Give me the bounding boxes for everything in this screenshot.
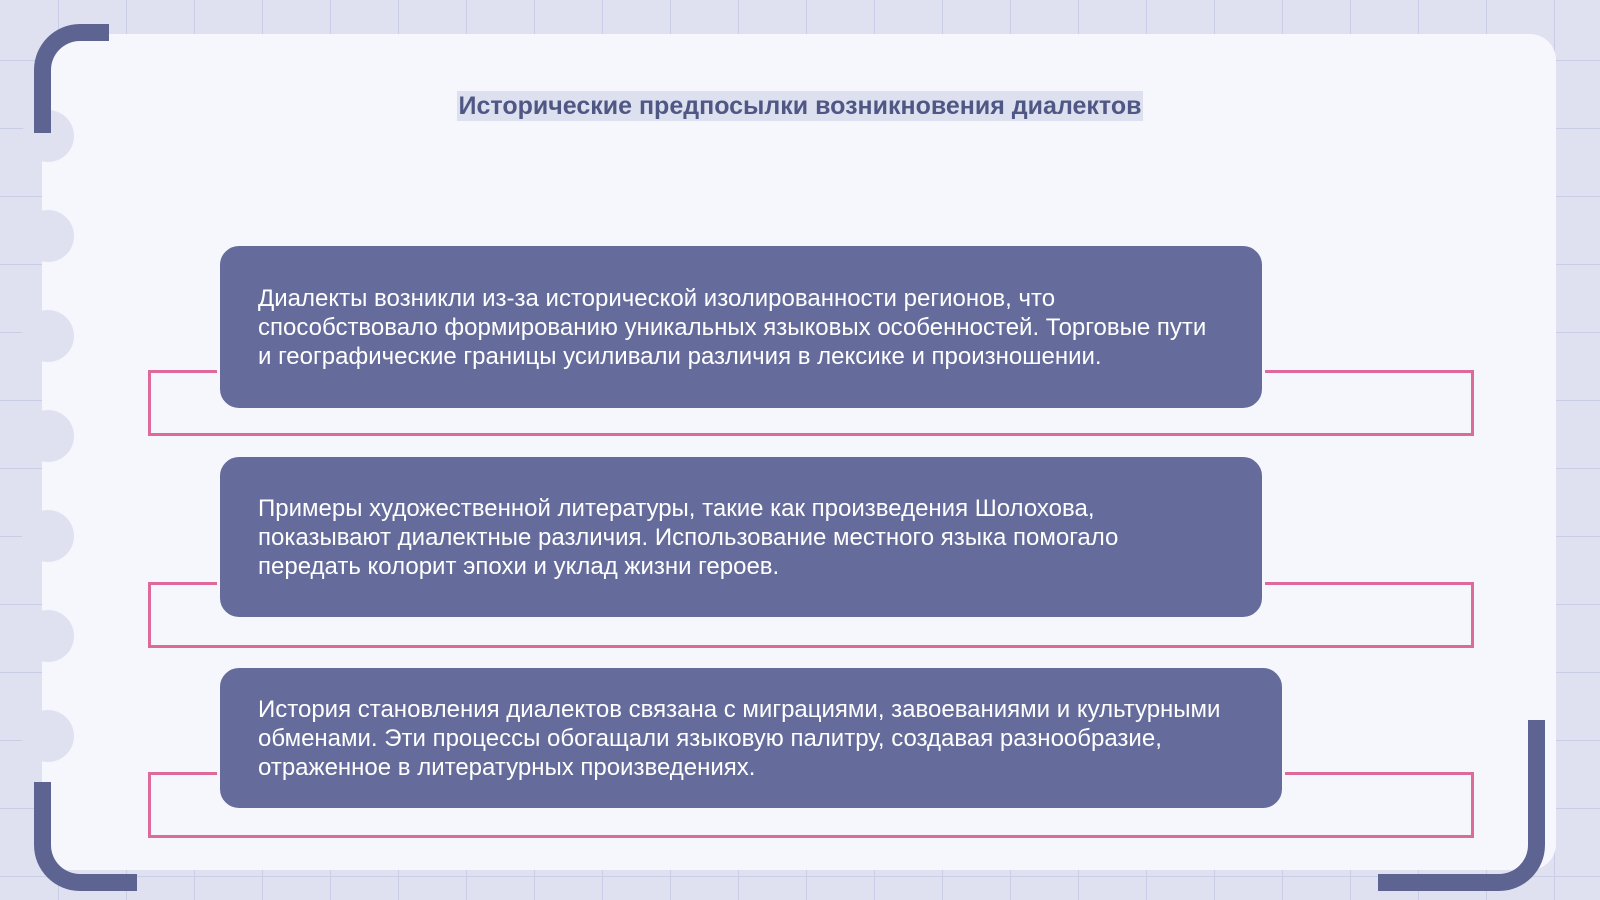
slide-title — [0, 92, 1600, 121]
text-card-3 — [217, 665, 1285, 811]
text-card-3-body: История становления диалектов связана с миграциями, завоеваниями и культурными обменами. Эти процессы обогащали языковую палитру, создавая разнообразие, отраженное в литературных произведениях. — [258, 695, 1221, 781]
corner-bracket-bottom-left — [34, 782, 137, 891]
sheet-edge-notch — [22, 610, 74, 662]
text-card-2-body: Примеры художественной литературы, такие как произведения Шолохова, показывают диалектные различия. Использование местного языка помогало передать колорит эпохи и уклад жизни героев. — [258, 494, 1119, 580]
slide-title-text: Исторические предпосылки возникновения диалектов — [458, 92, 1142, 120]
text-card-2 — [217, 454, 1265, 620]
sheet-edge-notch — [22, 310, 74, 362]
sheet-edge-notch — [22, 410, 74, 462]
sheet-edge-notch — [22, 510, 74, 562]
sheet-edge-notch — [22, 710, 74, 762]
text-card-1-body: Диалекты возникли из-за исторической изолированности регионов, что способствовало формированию уникальных языковых особенностей. Торговые пути и географические границы усиливали различия в лексике и произношении. — [258, 284, 1207, 370]
text-card-1 — [217, 243, 1265, 411]
sheet-edge-notch — [22, 210, 74, 262]
